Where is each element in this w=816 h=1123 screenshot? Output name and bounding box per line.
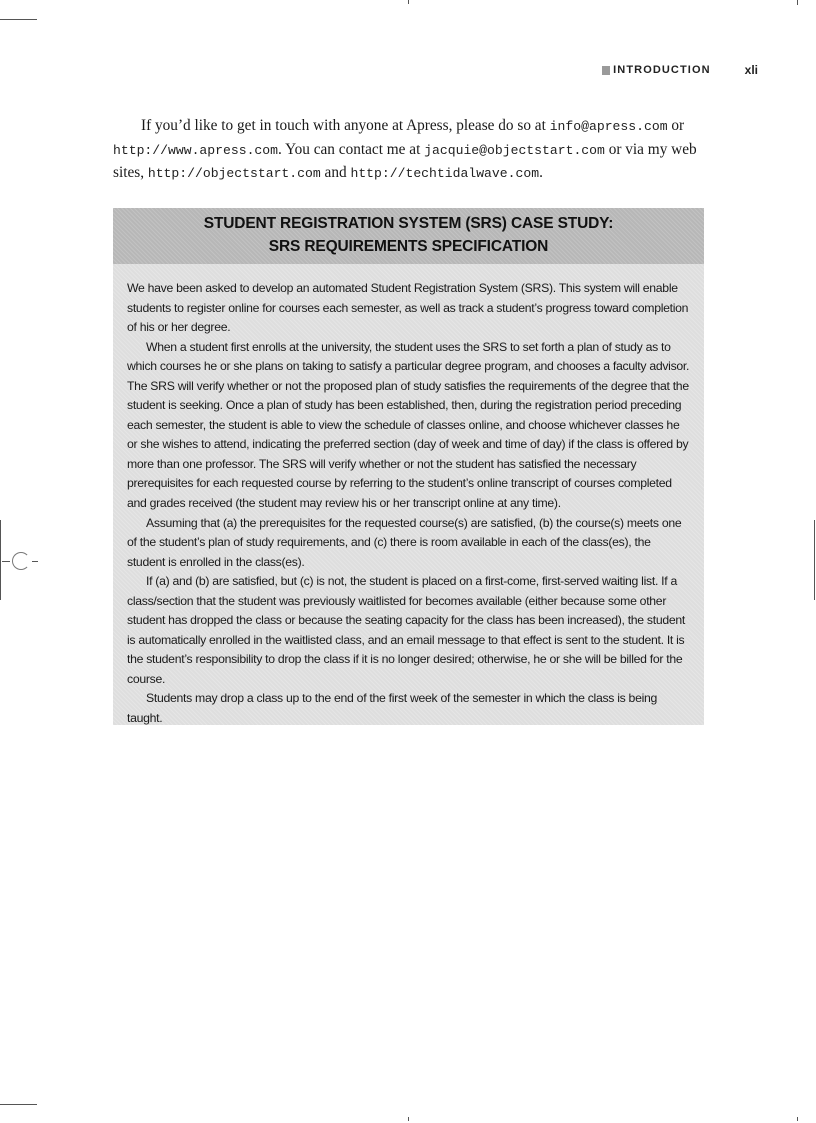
- email-info-link[interactable]: info@apress.com: [549, 119, 668, 134]
- sidebar-paragraph: Assuming that (a) the prerequisites for the requested course(s) are satisfied, (b) the course(s) meets one of the student’s plan of study requirements, and (c) there is room available in each of the class(es), the student is enrolled in the class(es).: [127, 515, 682, 569]
- registration-mark-icon: [12, 552, 30, 570]
- email-jacquie-link[interactable]: jacquie@objectstart.com: [424, 142, 605, 158]
- crop-mark-bottom-right: [797, 1117, 798, 1121]
- crop-mark-right-tick: [32, 561, 38, 562]
- page-number: xli: [744, 63, 758, 77]
- crop-mark-bottom-center: [408, 1117, 409, 1121]
- running-head: [602, 63, 758, 77]
- case-study-sidebar: [113, 208, 704, 725]
- intro-text-6: .: [539, 164, 543, 181]
- crop-mark-left-middle: [0, 520, 1, 600]
- intro-text-4: or via my web sites,: [113, 140, 697, 181]
- sidebar-paragraph: If (a) and (b) are satisfied, but (c) is not, the student is placed on a first-come, first-served waiting list. If a class/section that the student was previously waitlisted for becomes available (either because some other student has dropped the class or because the seating capacity for the class has been increased), the student is automatically enrolled in the waitlisted class, and an email message to that effect is sent to the student. It is the student’s responsibility to drop the class if it is no longer desired; otherwise, he or she will be billed for the course.: [127, 574, 686, 686]
- sidebar-paragraph: Students may drop a class up to the end of the first week of the semester in which the class is being taught.: [127, 691, 658, 726]
- sidebar-paragraph: We have been asked to develop an automated Student Registration System (SRS). This system will enable students to register online for courses each semester, as well as track a student’s progress toward completion of his or her degree.: [127, 281, 689, 335]
- apress-url-link[interactable]: http://www.apress.com: [113, 142, 279, 158]
- crop-mark-top-left: [0, 19, 37, 20]
- intro-text-5: and: [320, 164, 351, 181]
- sidebar-title-line-1: STUDENT REGISTRATION SYSTEM (SRS) CASE STUDY:: [203, 215, 614, 232]
- sidebar-title-line-2: SRS REQUIREMENTS SPECIFICATION: [268, 237, 549, 255]
- objectstart-url-link[interactable]: http://objectstart.com: [147, 166, 321, 181]
- intro-paragraph: [113, 115, 705, 186]
- crop-mark-left-tick: [2, 561, 10, 562]
- sidebar-body: [113, 264, 704, 729]
- crop-mark-top-right: [797, 0, 798, 5]
- intro-text-3: . You can contact me at: [278, 140, 425, 158]
- intro-text-2: or: [667, 117, 685, 134]
- intro-text-1: If you’d like to get in touch with anyone at Apress, please do so at: [141, 117, 550, 134]
- contact-paragraph: [113, 115, 705, 186]
- crop-mark-right-middle: [814, 520, 815, 600]
- techtidalwave-url-link[interactable]: http://techtidalwave.com: [350, 166, 540, 181]
- sidebar-title: [113, 208, 704, 264]
- running-head-section: INTRODUCTION: [613, 64, 711, 76]
- sidebar-paragraph: When a student first enrolls at the university, the student uses the SRS to set forth a plan of study as to which courses he or she plans on taking to satisfy a particular degree program, and chooses a faculty advisor. The SRS will verify whether or not the proposed plan of study satisfies the requirements of the degree that the student is seeking. Once a plan of study has been established, then, during the registration period preceding each semester, the student is able to view the schedule of classes online, and choose whichever classes he or she wishes to attend, indicating the preferred section (day of week and time of day) if the class is offered by more than one professor. The SRS will verify whether or not the student has satisfied the necessary prerequisites for each requested course by referring to the student’s online transcript of courses completed and grades received (the student may review his or her transcript online at any time).: [127, 339, 690, 511]
- section-marker-icon: [602, 66, 610, 75]
- crop-mark-bottom-left: [0, 1104, 37, 1105]
- crop-mark-top-center: [408, 0, 409, 4]
